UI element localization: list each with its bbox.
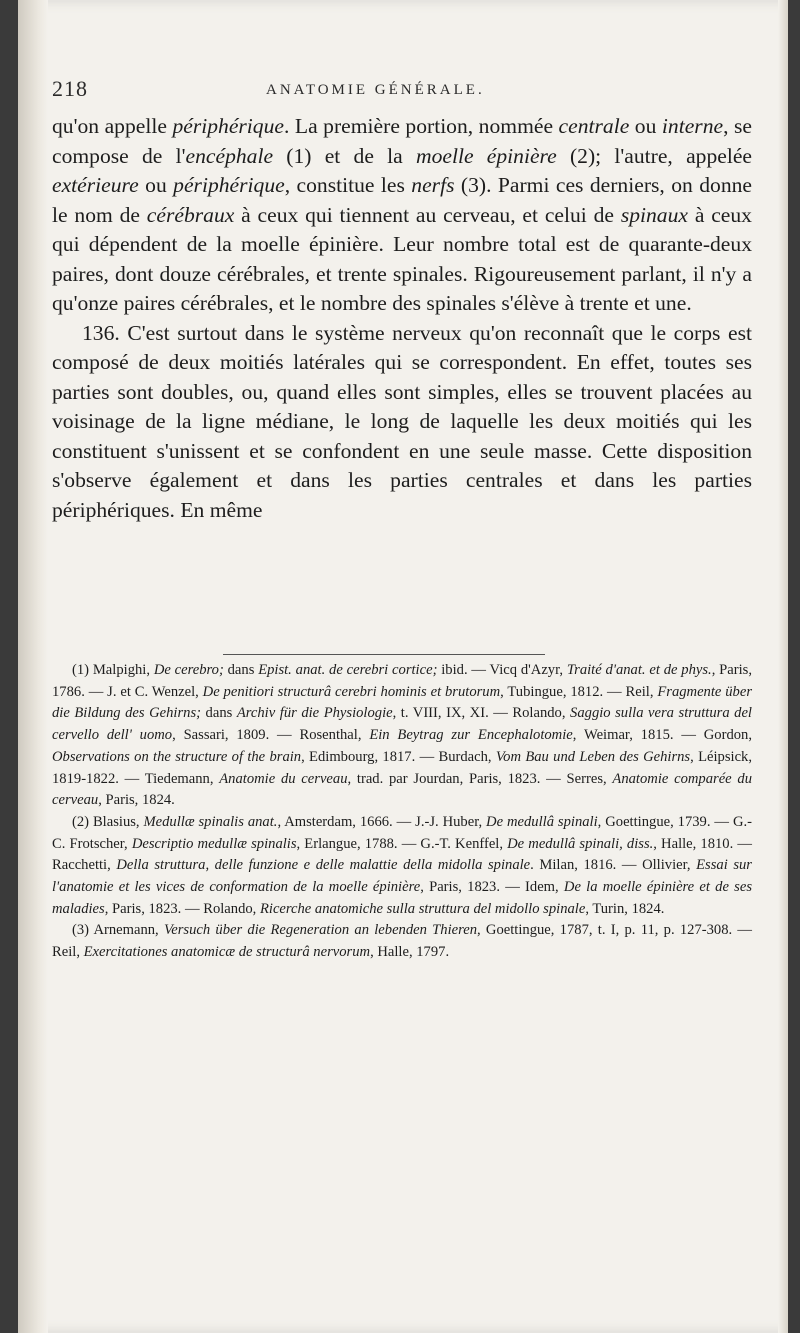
footnotes — [52, 660, 752, 964]
text-run: (2) Blasius, — [72, 813, 144, 830]
page-gutter — [18, 0, 48, 1333]
italic-text: Fragmente über die Bildung des Gehirns; — [52, 683, 752, 722]
text-run: (2); l'autre, appelée — [556, 143, 753, 168]
text-run: , trad. par Jourdan, Paris, 1823. — Serres, — [347, 770, 613, 787]
italic-text: De penitiori structurâ cerebri hominis et brutorum — [202, 683, 501, 700]
text-run: , Sassari, 1809. — Rosenthal, — [172, 727, 370, 744]
text-run: , Turin, 1824. — [585, 900, 665, 917]
text-run: (1) Malpighi, — [72, 662, 154, 678]
text-run: , Erlangue, 1788. — G.-T. Kenffel, — [296, 835, 508, 852]
italic-text: encéphale — [185, 143, 274, 168]
paragraph — [52, 319, 752, 526]
italic-text: périphérique — [172, 114, 284, 138]
italic-text: spinaux — [620, 202, 688, 227]
italic-text: cérébraux — [146, 202, 235, 227]
text-run: qu'on appelle — [52, 114, 173, 138]
italic-text: Medullæ spinalis anat. — [143, 813, 278, 830]
footnote — [52, 920, 752, 963]
italic-text: Ricerche anatomiche sulla struttura del midollo spinale — [259, 900, 586, 917]
text-run: , Tubingue, 1812. — Reil, — [500, 683, 658, 700]
text-run: , Goettingue, 1787, t. I, p. 11, p. 127-308. — Reil, — [52, 922, 752, 961]
text-run: à ceux qui tiennent au cerveau, et celui de — [234, 202, 621, 227]
text-run: , Amsterdam, 1666. — J.-J. Huber, — [277, 813, 487, 830]
text-run: , se compose de l' — [52, 114, 752, 168]
page-header — [52, 76, 748, 106]
italic-text: De medullâ spinali, diss. — [507, 835, 654, 852]
text-run: (1) et de la — [273, 143, 416, 168]
text-run: ou — [629, 114, 662, 138]
page-number: 218 — [52, 76, 88, 101]
italic-text: Exercitationes anatomicæ de structurâ nervorum — [83, 944, 371, 961]
footnote — [52, 660, 752, 812]
text-run: (3). Parmi ces derniers, on donne le nom de — [52, 173, 753, 227]
italic-text: extérieure — [52, 173, 139, 197]
italic-text: De cerebro; — [153, 662, 224, 678]
text-run: , Paris, 1823. — Idem, — [420, 879, 564, 896]
italic-text: Ein Beytrag zur Encephalotomie — [369, 727, 573, 744]
italic-text: Saggio sulla vera struttura del cervello dell' uomo — [52, 705, 752, 744]
main-text — [52, 112, 752, 525]
text-run: . Milan, 1816. — Ollivier, — [530, 857, 697, 874]
text-run: , Paris, 1824. — [98, 792, 175, 809]
italic-text: nerfs — [411, 173, 455, 197]
italic-text: Vom Bau und Leben des Gehirns — [495, 748, 691, 765]
italic-text: Della struttura, delle funzione e delle malattie della midolla spinale — [116, 857, 531, 874]
footnote-rule — [223, 654, 545, 655]
italic-text: Traité d'anat. et de phys. — [566, 662, 712, 678]
text-run: dans — [223, 662, 259, 678]
italic-text: Anatomie comparée du cerveau — [52, 770, 753, 809]
italic-text: Versuch über die Regeneration an lebenden Thieren — [163, 922, 478, 939]
text-run: ibid. — Vicq d'Azyr, — [437, 662, 567, 678]
paragraph — [52, 112, 752, 319]
text-run: . La première portion, nommée — [283, 114, 559, 138]
italic-text: Anatomie du cerveau — [219, 770, 348, 787]
text-run: dans — [201, 705, 237, 722]
italic-text: Essai sur l'anatomie et les vices de conformation de la moelle épinière — [52, 857, 752, 896]
text-run: 136. C'est surtout dans le système nerveux qu'on reconnaît que le corps est composé de deux moitiés latérales qui se correspondent. En effet, toutes ses parties sont doubles, ou, quand elles sont simples, elles se trouvent placées au voisinage de la ligne médiane, le long de laquelle les deux moitiés qui les constituent s'unissent et se confondent en une seule masse. Cette disposition s'observe également et dans les parties centrales et dans les parties périphériques. En même — [52, 320, 752, 522]
text-run: (3) Arnemann, — [72, 922, 164, 939]
text-run: , Léipsick, 1819-1822. — Tiedemann, — [52, 748, 752, 787]
text-run: , Goettingue, 1739. — G.-C. Frotscher, — [52, 813, 752, 852]
text-run: , Weimar, 1815. — Gordon, — [572, 727, 752, 744]
italic-text: Descriptio medullæ spinalis — [131, 835, 297, 852]
italic-text: De medullâ spinali — [486, 813, 598, 830]
page-edge — [778, 0, 788, 1333]
italic-text: Observations on the structure of the brain — [52, 748, 302, 765]
italic-text: Epist. anat. de cerebri cortice; — [258, 662, 438, 678]
italic-text: moelle épinière — [415, 143, 557, 168]
text-run: ou — [138, 173, 174, 197]
text-run: , Paris, 1786. — J. et C. Wenzel, — [52, 662, 752, 700]
text-run: , constitue les — [284, 173, 412, 197]
italic-text: Archiv für die Physiologie — [236, 705, 393, 722]
italic-text: centrale — [558, 114, 630, 138]
text-run: , Halle, 1810. — Racchetti, — [52, 835, 752, 874]
text-run: , t. VIII, IX, XI. — Rolando, — [392, 705, 571, 722]
text-run: , Edimbourg, 1817. — Burdach, — [301, 748, 496, 765]
italic-text: De la moelle épinière et de ses maladies — [52, 879, 752, 917]
italic-text: interne — [661, 114, 724, 138]
text-run: à ceux qui dépendent de la moelle épinière. Leur nombre total est de quarante-deux paires, dont douze cérébrales, et trente spinales. Rigoureusement parlant, il n'y a qu'onze paires cérébrales, et le nombre des spinales s'élève à trente et une. — [52, 202, 752, 315]
text-run: , Halle, 1797. — [370, 944, 450, 961]
italic-text: périphérique — [173, 173, 285, 197]
book-page — [18, 0, 788, 1333]
footnote — [52, 812, 752, 921]
text-run: , Paris, 1823. — Rolando, — [104, 900, 260, 917]
running-head: ANATOMIE GÉNÉRALE. — [266, 82, 485, 98]
